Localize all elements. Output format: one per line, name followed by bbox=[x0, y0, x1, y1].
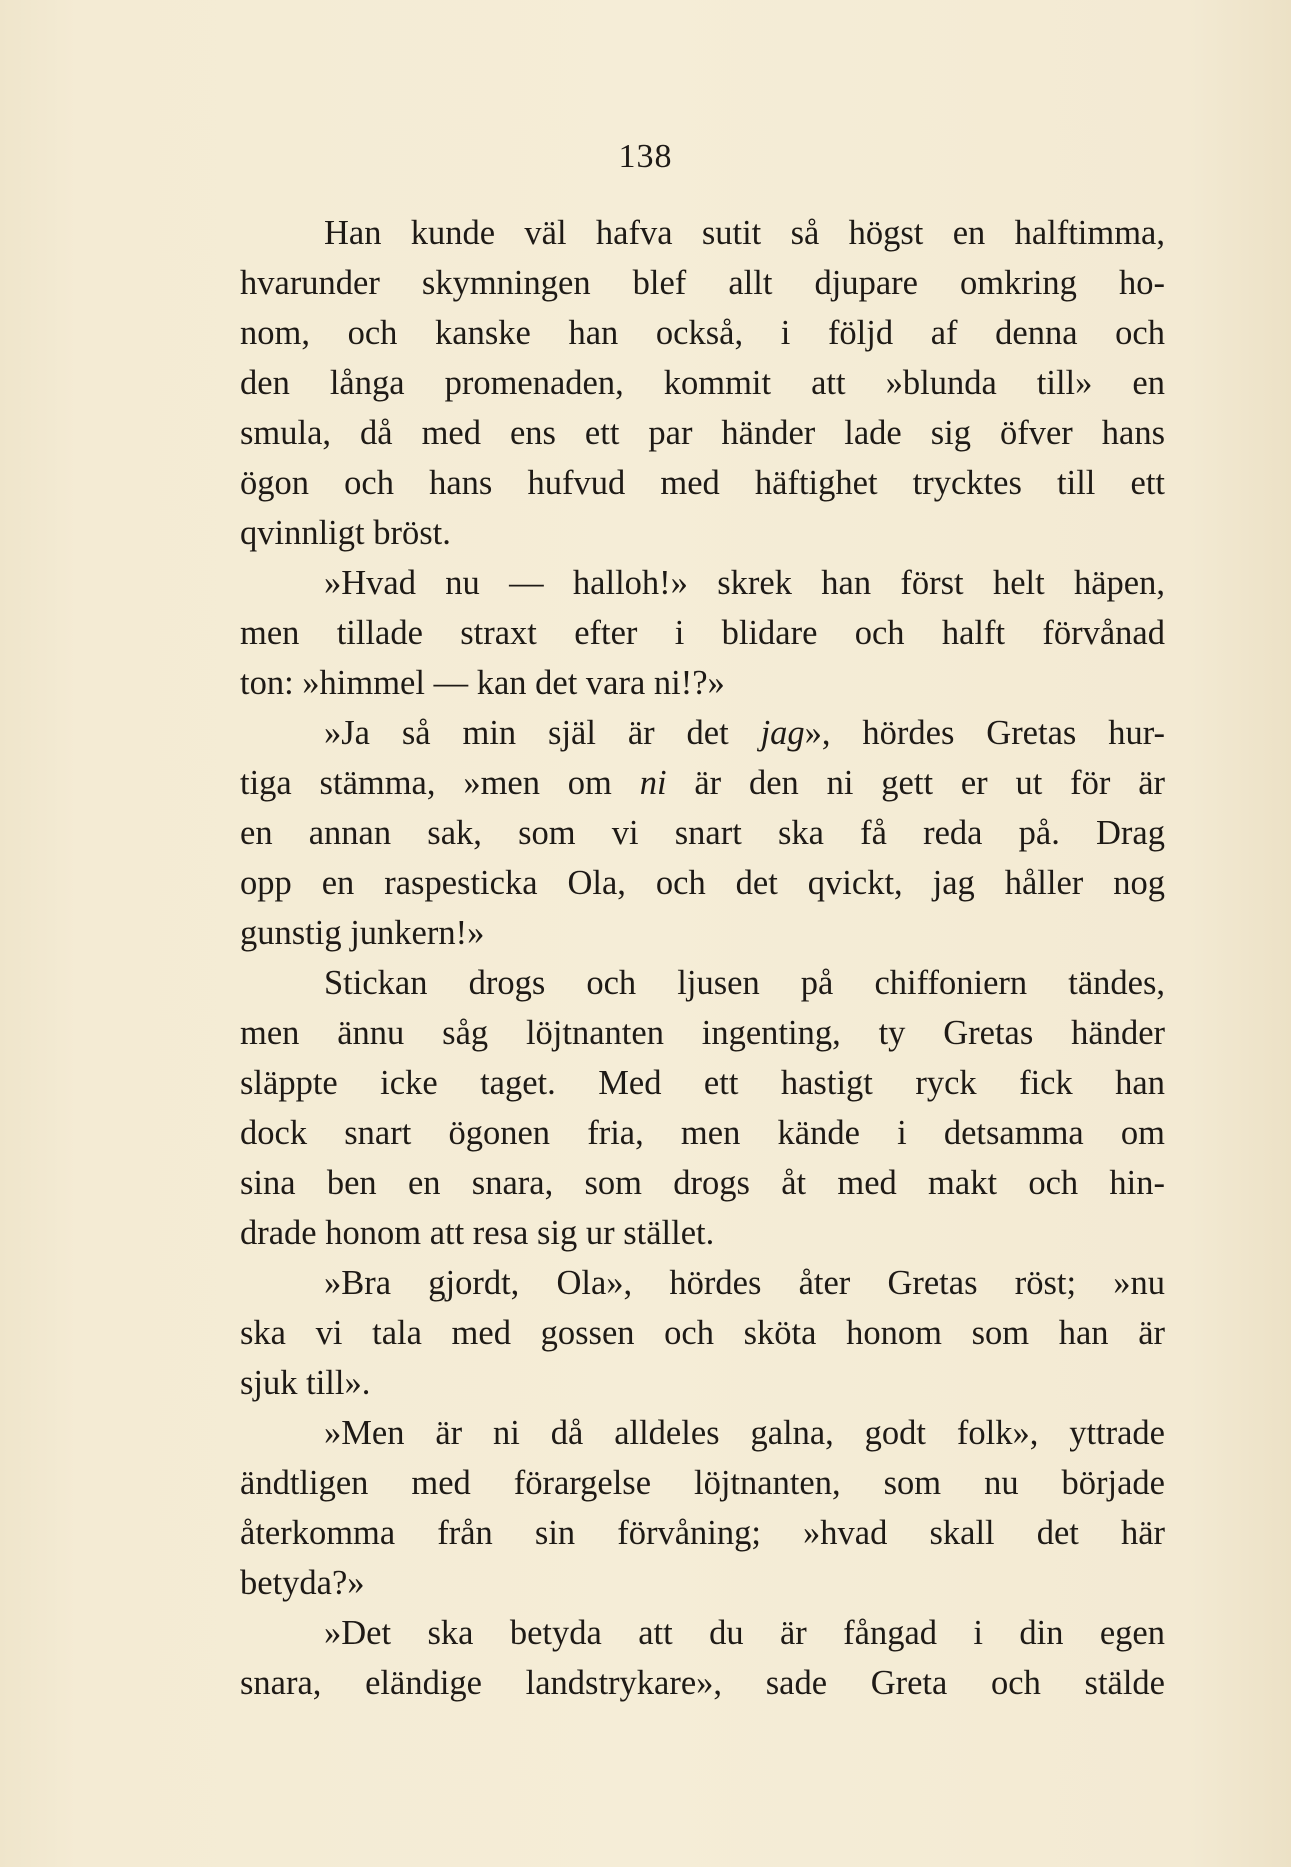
text-line: »Ja så min själ är det jag», hördes Gretas hur- bbox=[324, 714, 1165, 752]
text-line: »Bra gjordt, Ola», hördes åter Gretas röst; »nu bbox=[324, 1264, 1165, 1302]
text-line: en annan sak, som vi snart ska få reda på. Drag bbox=[240, 814, 1165, 852]
text-line: gunstig junkern!» bbox=[240, 914, 485, 952]
text-line: ska vi tala med gossen och sköta honom som han är bbox=[240, 1314, 1165, 1352]
text-line: men tillade straxt efter i blidare och halft förvånad bbox=[240, 614, 1165, 652]
page-number: 138 bbox=[618, 138, 673, 175]
text-line: tiga stämma, »men om ni är den ni gett er ut för är bbox=[240, 764, 1165, 802]
text-line: drade honom att resa sig ur stället. bbox=[240, 1214, 715, 1252]
text-line: dock snart ögonen fria, men kände i detsamma om bbox=[240, 1114, 1165, 1152]
italic-word: jag bbox=[760, 714, 805, 752]
italic-word: ni bbox=[639, 764, 667, 802]
text-line: smula, då med ens ett par händer lade sig öfver hans bbox=[240, 414, 1165, 452]
text-line: opp en raspesticka Ola, och det qvickt, jag håller nog bbox=[240, 864, 1165, 902]
text-line: qvinnligt bröst. bbox=[240, 514, 451, 552]
text-line: sina ben en snara, som drogs åt med makt och hin- bbox=[240, 1164, 1165, 1202]
text-line: »Det ska betyda att du är fångad i din egen bbox=[324, 1614, 1165, 1652]
text-line: sjuk till». bbox=[240, 1364, 371, 1402]
text-line: Han kunde väl hafva sutit så högst en halftimma, bbox=[324, 214, 1165, 252]
text-line: hvarunder skymningen blef allt djupare omkring ho- bbox=[240, 264, 1165, 302]
text-line: ändtligen med förargelse löjtnanten, som nu började bbox=[240, 1464, 1165, 1502]
text-line: men ännu såg löjtnanten ingenting, ty Gretas händer bbox=[240, 1014, 1165, 1052]
text-line: Stickan drogs och ljusen på chiffoniern tändes, bbox=[324, 964, 1165, 1002]
text-line: nom, och kanske han också, i följd af denna och bbox=[240, 314, 1165, 352]
text-line: återkomma från sin förvåning; »hvad skall det här bbox=[240, 1514, 1165, 1552]
body-text bbox=[240, 208, 1165, 1708]
text-line: släppte icke taget. Med ett hastigt ryck fick han bbox=[240, 1064, 1165, 1102]
text-line: betyda?» bbox=[240, 1564, 365, 1602]
text-line: ögon och hans hufvud med häftighet trycktes till ett bbox=[240, 464, 1165, 502]
text-line: »Men är ni då alldeles galna, godt folk», yttrade bbox=[324, 1414, 1165, 1452]
text-line: snara, eländige landstrykare», sade Greta och stälde bbox=[240, 1664, 1165, 1702]
text-line: »Hvad nu — halloh!» skrek han först helt häpen, bbox=[324, 564, 1165, 602]
text-line: ton: »himmel — kan det vara ni!?» bbox=[240, 664, 725, 702]
text-line: den långa promenaden, kommit att »blunda till» en bbox=[240, 364, 1165, 402]
